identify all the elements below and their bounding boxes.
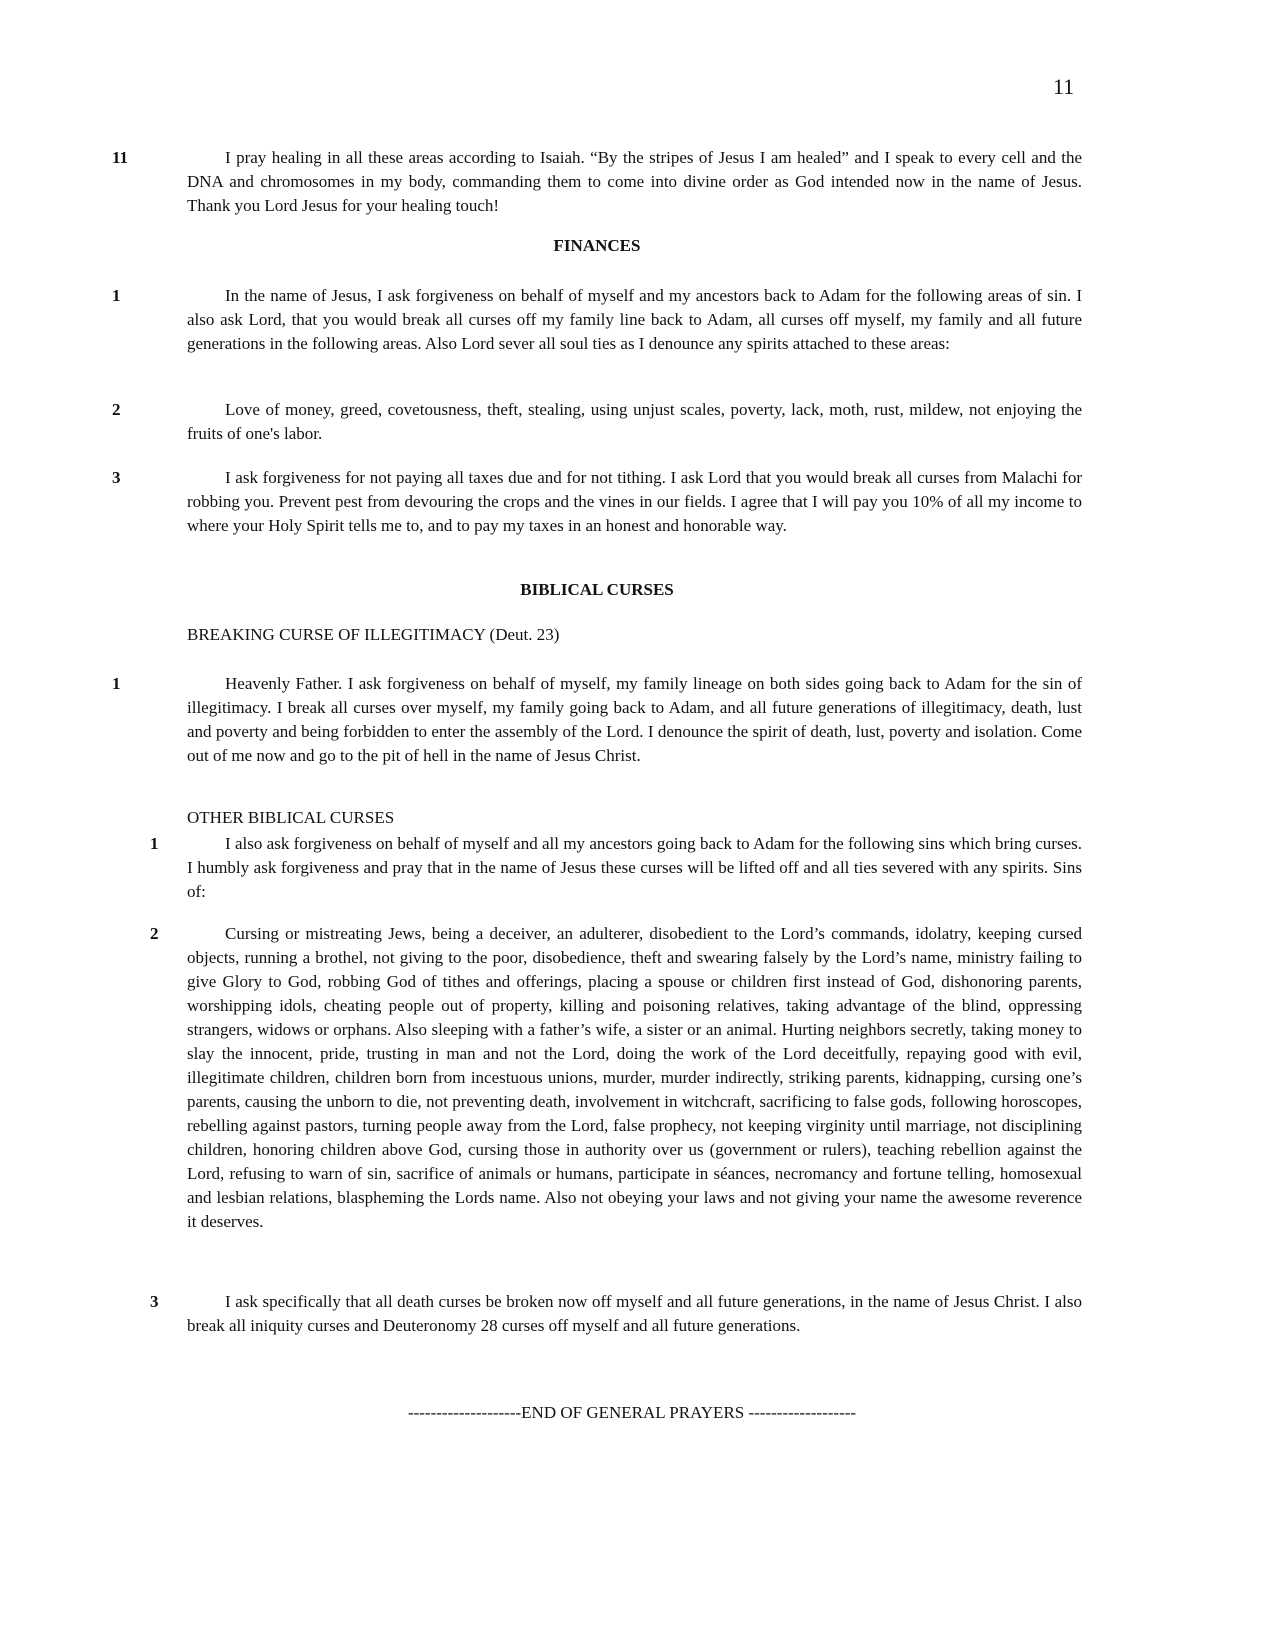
paragraph-number: 1 — [112, 286, 121, 305]
other-curses-paragraph-2 — [112, 922, 1082, 1234]
finances-paragraph-2 — [112, 398, 1082, 446]
section-heading-finances: FINANCES — [553, 236, 641, 255]
illegitimacy-paragraph-1 — [112, 672, 1082, 768]
page-number: 11 — [1053, 74, 1075, 99]
paragraph-number: 3 — [150, 1292, 159, 1311]
paragraph-text: Love of money, greed, covetousness, theft, stealing, using unjust scales, poverty, lack, moth, rust, mildew, not enjoying the fruits of one's labor. — [187, 400, 1082, 443]
paragraph-text: I ask specifically that all death curses be broken now off myself and all future generations, in the name of Jesus Christ. I also break all iniquity curses and Deuteronomy 28 curses off myself and all future generations. — [187, 1292, 1082, 1335]
paragraph-number: 1 — [150, 834, 159, 853]
other-curses-paragraph-1 — [112, 832, 1082, 904]
other-curses-paragraph-3 — [112, 1290, 1082, 1338]
health-paragraph-11 — [112, 146, 1082, 218]
paragraph-text: I also ask forgiveness on behalf of myself and all my ancestors going back to Adam for the following sins which bring curses. I humbly ask forgiveness and pray that in the name of Jesus these curses will be lifted off and all ties severed with any spirits. Sins of: — [187, 834, 1082, 901]
end-of-section-divider: --------------------END OF GENERAL PRAYERS ------------------- — [407, 1403, 857, 1422]
paragraph-number: 3 — [112, 468, 121, 487]
paragraph-text: Cursing or mistreating Jews, being a deceiver, an adulterer, disobedient to the Lord’s commands, idolatry, keeping cursed objects, running a brothel, not giving to the poor, disobedience, theft and swearing falsely by the Lord’s name, ministry failing to give Glory to God, robbing God of tithes and offerings, placing a spouse or children first instead of God, dishonoring parents, worshipping idols, cheating people out of property, killing and poisoning relatives, taking advantage of the blind, oppressing strangers, widows or orphans. Also sleeping with a father’s wife, a sister or an animal. Hurting neighbors secretly, taking money to slay the innocent, pride, trusting in man and not the Lord, doing the work of the Lord deceitfully, repaying good with evil, illegitimate children, children born from incestuous unions, murder, murder indirectly, striking parents, kidnapping, cursing one’s parents, causing the unborn to die, not preventing death, involvement in witchcraft, sacrificing to false gods, following horoscopes, rebelling against pastors, turning people away from the Lord, false prophecy, not keeping virginity until marriage, not disciplining children, honoring children above God, cursing those in authority over us (government or rulers), teaching rebellion against the Lord, refusing to warn of sin, sacrifice of animals or humans, participate in séances, necromancy and fortune telling, homosexual and lesbian relations, blaspheming the Lords name. Also not obeying your laws and not giving your name the awesome reverence it deserves. — [187, 924, 1082, 1231]
finances-paragraph-3 — [112, 466, 1082, 538]
section-heading-biblical-curses: BIBLICAL CURSES — [520, 580, 674, 599]
paragraph-number: 1 — [112, 674, 121, 693]
paragraph-number: 2 — [150, 924, 159, 943]
paragraph-text: In the name of Jesus, I ask forgiveness on behalf of myself and my ancestors back to Adam for the following areas of sin. I also ask Lord, that you would break all curses off my family line back to Adam, all curses off myself, my family and all future generations in the following areas. Also Lord sever all soul ties as I denounce any spirits attached to these areas: — [187, 286, 1082, 353]
subheading-illegitimacy: BREAKING CURSE OF ILLEGITIMACY (Deut. 23) — [187, 625, 560, 644]
paragraph-text: I ask forgiveness for not paying all taxes due and for not tithing. I ask Lord that you would break all curses from Malachi for robbing you. Prevent pest from devouring the crops and the vines in our fields. I agree that I will pay you 10% of all my income to where your Holy Spirit tells me to, and to pay my taxes in an honest and honorable way. — [187, 468, 1082, 535]
paragraph-number: 11 — [112, 148, 129, 167]
paragraph-text: Heavenly Father. I ask forgiveness on behalf of myself, my family lineage on both sides going back to Adam for the sin of illegitimacy. I break all curses over myself, my family going back to Adam, and all future generations of illegitimacy, death, lust and poverty and being forbidden to enter the assembly of the Lord. I denounce the spirit of death, lust, poverty and isolation. Come out of me now and go to the pit of hell in the name of Jesus Christ. — [187, 674, 1082, 765]
paragraph-text: I pray healing in all these areas according to Isaiah. “By the stripes of Jesus I am healed” and I speak to every cell and the DNA and chromosomes in my body, commanding them to come into divine order as God intended now in the name of Jesus. Thank you Lord Jesus for your healing touch! — [187, 148, 1082, 215]
paragraph-number: 2 — [112, 400, 121, 419]
subheading-other-biblical-curses: OTHER BIBLICAL CURSES — [187, 808, 395, 827]
finances-paragraph-1 — [112, 284, 1082, 356]
